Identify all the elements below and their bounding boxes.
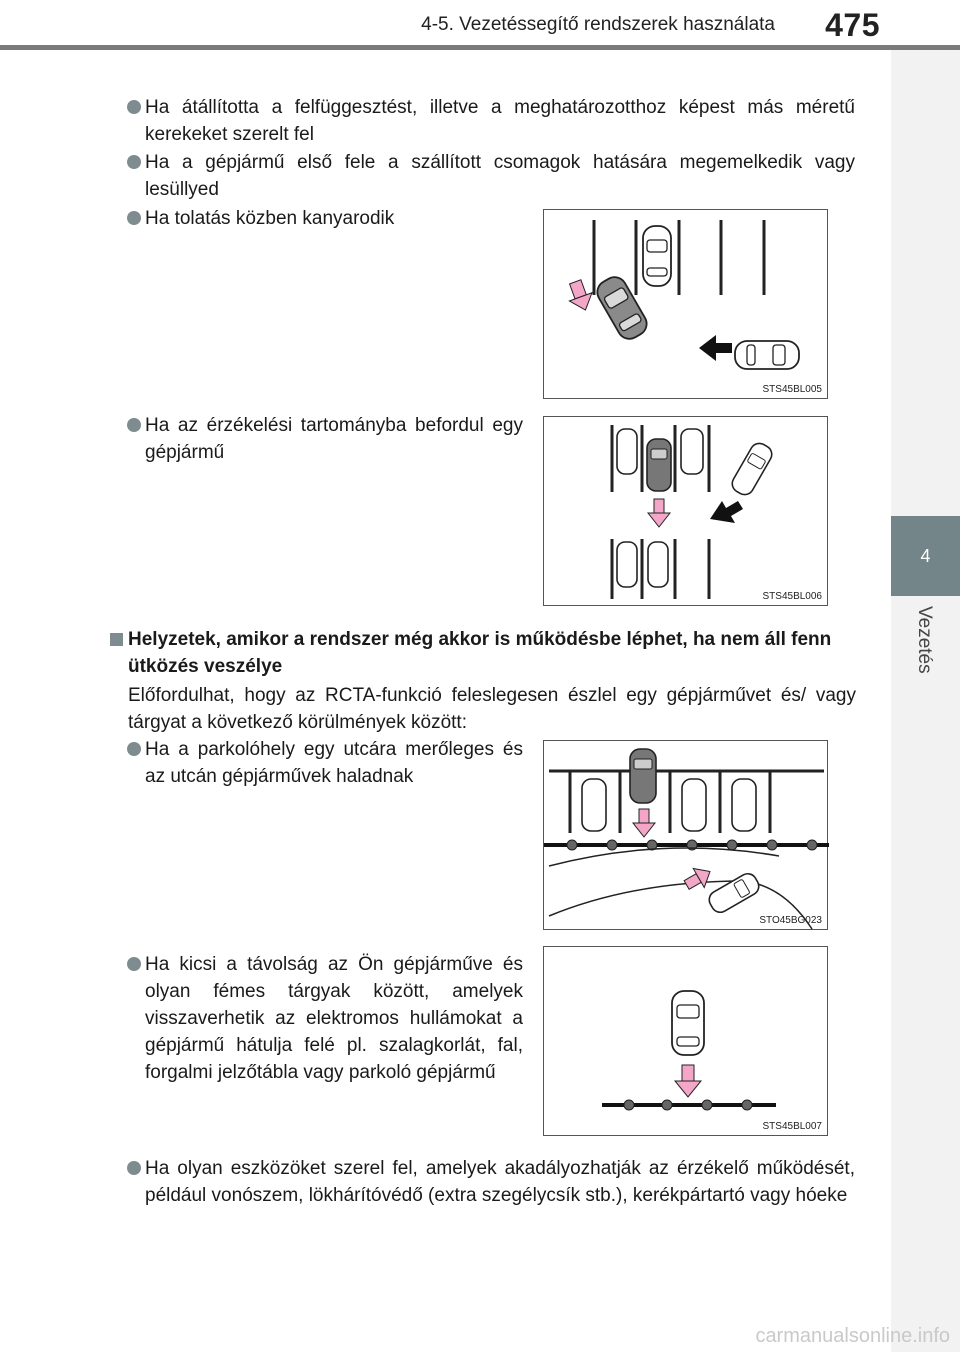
bullet-item (145, 1155, 855, 1209)
bullet-item (145, 736, 523, 790)
section-heading-text: Helyzetek, amikor a rendszer még akkor is működésbe léphet, ha nem áll fenn ütközés veszélye (128, 629, 832, 677)
figure-1-illustration (544, 210, 829, 400)
figure-3-illustration (544, 741, 829, 931)
bullet-text: Ha az érzékelési tartományba befordul egy gépjármű (145, 415, 523, 463)
bullet-item (145, 412, 523, 466)
figure-2-illustration (544, 417, 829, 607)
bullet-dot-icon (127, 155, 141, 169)
section-heading (128, 626, 856, 680)
figure-vehicle-turning-in (543, 416, 828, 606)
side-strip (891, 50, 960, 1352)
bullet-dot-icon (127, 1161, 141, 1175)
bullet-item (145, 149, 855, 203)
chapter-tab[interactable]: 4 (891, 516, 960, 596)
section-intro: Előfordulhat, hogy az RCTA-funkció feleslegesen észlel egy gépjárművet és/ vagy tárgyat a következő körülmények között: (128, 685, 856, 733)
figure-code: STS45BL005 (762, 384, 822, 395)
bullet-item (145, 205, 525, 232)
bullet-item (145, 951, 523, 1086)
bullet-text: Ha a gépjármű első fele a szállított csomagok hatására megemelkedik vagy lesüllyed (145, 152, 855, 200)
chapter-label (895, 606, 955, 686)
section-square-icon (110, 633, 123, 646)
figure-code: STO45BG023 (759, 915, 822, 926)
figure-4-illustration (544, 947, 829, 1137)
watermark: carmanualsonline.info (755, 1325, 950, 1347)
bullet-text: Ha tolatás közben kanyarodik (145, 208, 395, 229)
bullet-dot-icon (127, 957, 141, 971)
bullet-dot-icon (127, 100, 141, 114)
chapter-label-text: Vezetés (914, 606, 935, 674)
bullet-item (145, 94, 855, 148)
running-header: 4-5. Vezetéssegítő rendszerek használata (421, 14, 775, 35)
bullet-text: Ha a parkolóhely egy utcára merőleges és az utcán gépjárművek haladnak (145, 739, 523, 787)
figure-code: STS45BL007 (762, 1121, 822, 1132)
bullet-text: Ha kicsi a távolság az Ön gépjárműve és olyan fémes tárgyak között, amelyek visszaverhetik az elektromos hullámokat a gépjármű hátulja felé pl. szalagkorlát, fal, forgalmi jelzőtábla vagy parkoló gépjármű (145, 954, 523, 1083)
bullet-text: Ha átállította a felfüggesztést, illetve a meghatározotthoz képest más méretű kerekeket szerelt fel (145, 97, 855, 145)
figure-turning-while-reversing (543, 209, 828, 399)
bullet-dot-icon (127, 742, 141, 756)
header-rule (0, 45, 960, 50)
figure-metal-objects (543, 946, 828, 1136)
bullet-dot-icon (127, 211, 141, 225)
figure-code: STS45BL006 (762, 591, 822, 602)
page-number: 475 (825, 7, 880, 43)
bullet-dot-icon (127, 418, 141, 432)
figure-perpendicular-street (543, 740, 828, 930)
bullet-text: Ha olyan eszközöket szerel fel, amelyek akadályozhatják az érzékelő működését, például vonószem, lökhárítóvédő (extra szegélycsík stb.), kerékpártartó vagy hóeke (145, 1158, 855, 1206)
